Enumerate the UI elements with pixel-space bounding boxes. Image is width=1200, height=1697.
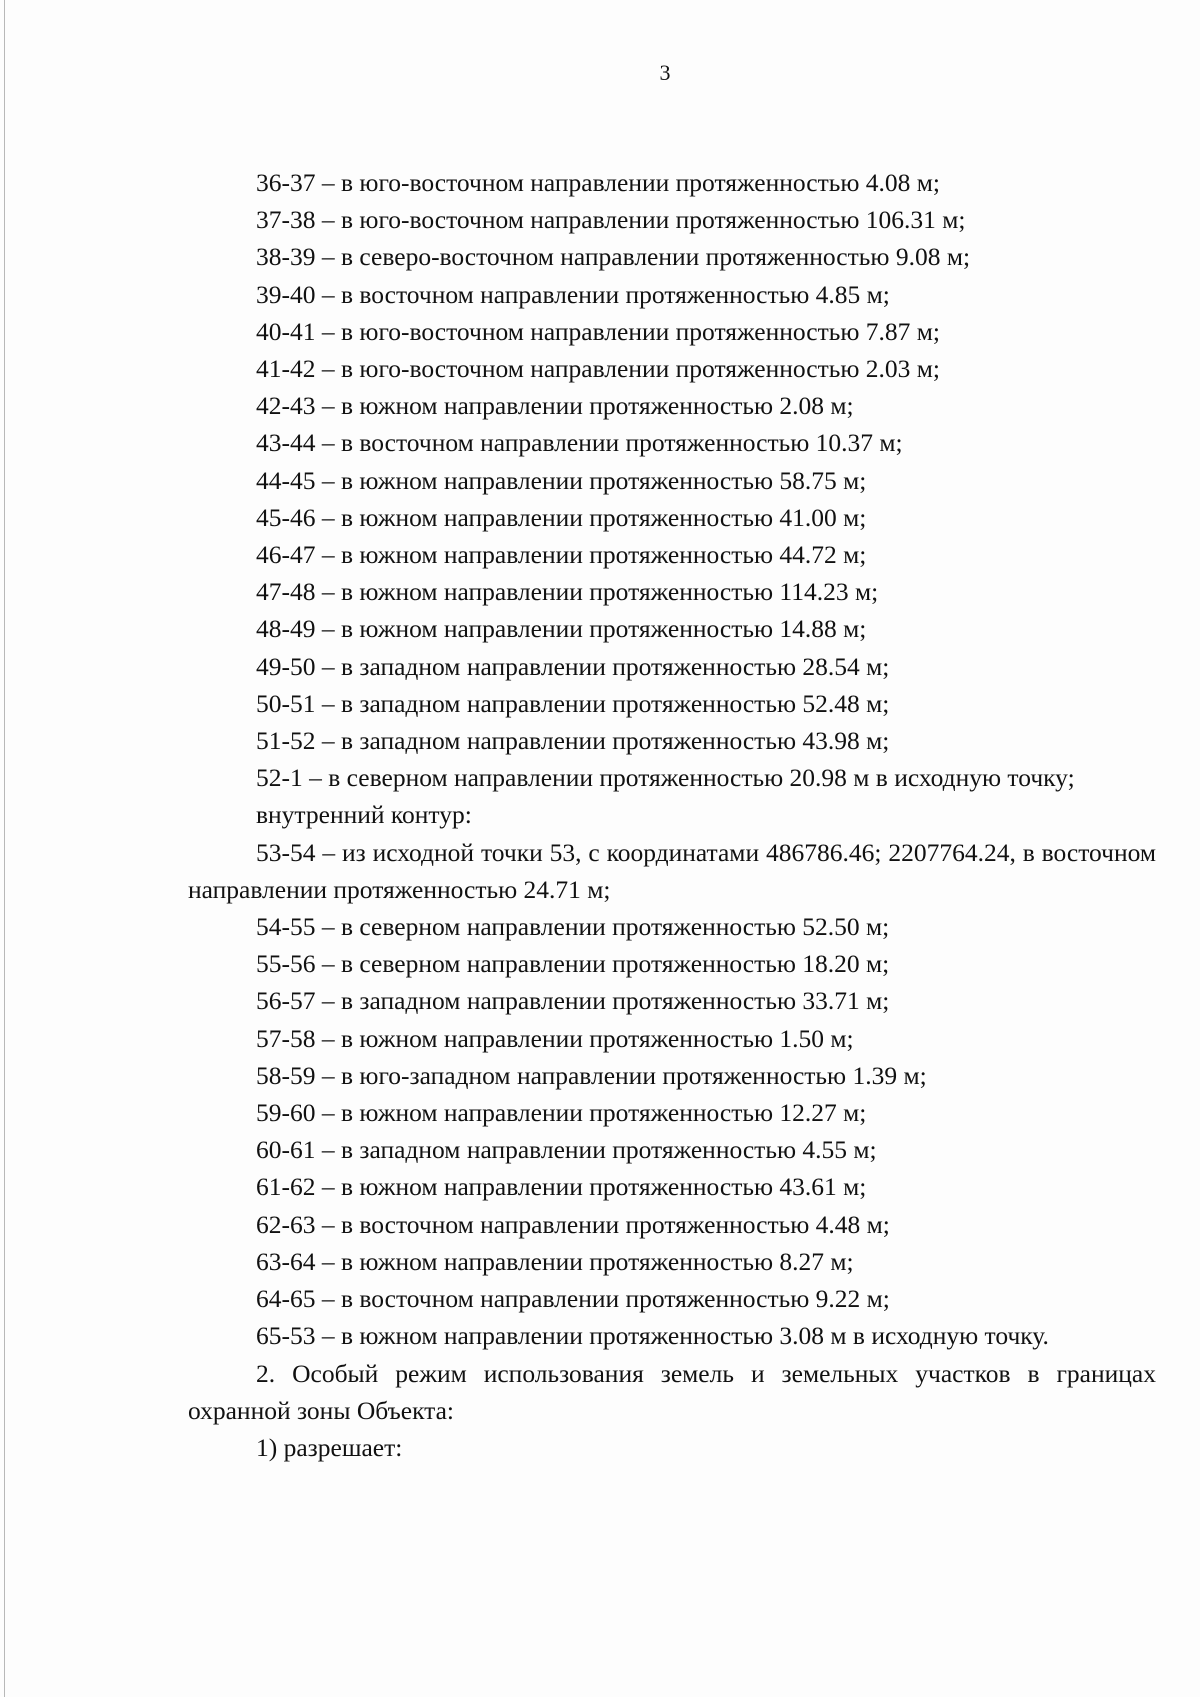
inner-segment-57-58: 57-58 – в южном направлении протяженностью 1.50 м;	[256, 1023, 854, 1053]
inner-segment-56-57: 56-57 – в западном направлении протяженностью 33.71 м;	[256, 986, 890, 1016]
inner-segment-58-59: 58-59 – в юго-западном направлении протяженностью 1.39 м;	[256, 1060, 927, 1090]
boundary-segment-43-44: 43-44 – в восточном направлении протяженностью 10.37 м;	[256, 428, 903, 458]
boundary-segment-50-51: 50-51 – в западном направлении протяженностью 52.48 м;	[256, 688, 890, 718]
boundary-segment-38-39: 38-39 – в северо-восточном направлении протяженностью 9.08 м;	[256, 242, 971, 272]
inner-segment-64-65: 64-65 – в восточном направлении протяженностью 9.22 м;	[256, 1284, 890, 1314]
boundary-segment-48-49: 48-49 – в южном направлении протяженностью 14.88 м;	[256, 614, 867, 644]
document-body	[188, 164, 1156, 1466]
boundary-segment-42-43: 42-43 – в южном направлении протяженностью 2.08 м;	[256, 391, 854, 421]
boundary-segment-39-40: 39-40 – в восточном направлении протяженностью 4.85 м;	[256, 279, 890, 309]
inner-segment-63-64: 63-64 – в южном направлении протяженностью 8.27 м;	[256, 1246, 854, 1276]
section-2-paragraph: 2. Особый режим использования земель и земельных участков в границах охранной зоны Объекта:	[188, 1358, 1156, 1425]
boundary-segment-53-54: 53-54 – из исходной точки 53, с координатами 486786.46; 2207764.24, в восточном направлении протяженностью 24.71 м;	[188, 837, 1156, 904]
item-1-allows: 1) разрешает:	[256, 1432, 403, 1462]
inner-segment-65-53: 65-53 – в южном направлении протяженностью 3.08 м в исходную точку.	[256, 1321, 1049, 1351]
boundary-segment-51-52: 51-52 – в западном направлении протяженностью 43.98 м;	[256, 726, 890, 756]
boundary-segment-52-1: 52-1 – в северном направлении протяженностью 20.98 м в исходную точку;	[256, 763, 1075, 793]
inner-segment-61-62: 61-62 – в южном направлении протяженностью 43.61 м;	[256, 1172, 867, 1202]
boundary-segment-45-46: 45-46 – в южном направлении протяженностью 41.00 м;	[256, 502, 867, 532]
inner-segment-59-60: 59-60 – в южном направлении протяженностью 12.27 м;	[256, 1098, 867, 1128]
scan-edge-line	[4, 0, 5, 1697]
boundary-segment-40-41: 40-41 – в юго-восточном направлении протяженностью 7.87 м;	[256, 316, 941, 346]
boundary-segment-44-45: 44-45 – в южном направлении протяженностью 58.75 м;	[256, 465, 867, 495]
boundary-segment-46-47: 46-47 – в южном направлении протяженностью 44.72 м;	[256, 540, 867, 570]
inner-contour-heading: внутренний контур:	[256, 800, 472, 830]
boundary-segment-37-38: 37-38 – в юго-восточном направлении протяженностью 106.31 м;	[256, 205, 966, 235]
boundary-segment-36-37: 36-37 – в юго-восточном направлении протяженностью 4.08 м;	[256, 168, 941, 197]
inner-segment-62-63: 62-63 – в восточном направлении протяженностью 4.48 м;	[256, 1209, 890, 1239]
boundary-segment-41-42: 41-42 – в юго-восточном направлении протяженностью 2.03 м;	[256, 354, 941, 384]
inner-segment-55-56: 55-56 – в северном направлении протяженностью 18.20 м;	[256, 949, 890, 979]
page-number: 3	[659, 60, 671, 85]
boundary-segment-47-48: 47-48 – в южном направлении протяженностью 114.23 м;	[256, 577, 879, 607]
inner-segment-54-55: 54-55 – в северном направлении протяженностью 52.50 м;	[256, 912, 890, 942]
boundary-segment-49-50: 49-50 – в западном направлении протяженностью 28.54 м;	[256, 651, 890, 681]
inner-segment-60-61: 60-61 – в западном направлении протяженностью 4.55 м;	[256, 1135, 877, 1165]
